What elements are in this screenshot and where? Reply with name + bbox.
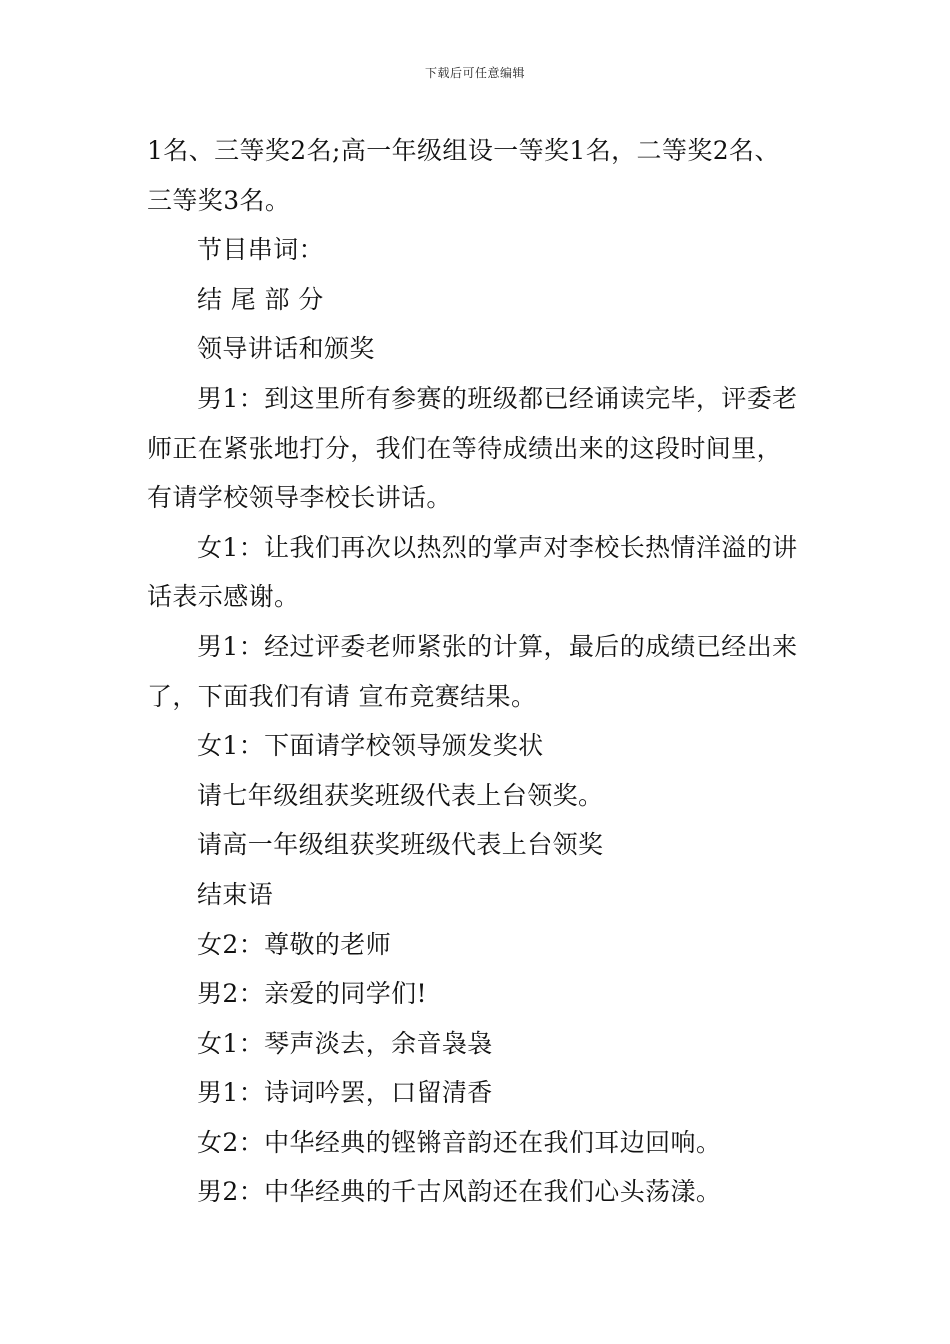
subsection-heading: 领导讲话和颁奖 [197, 334, 375, 364]
body-line: 女2：尊敬的老师 [197, 929, 392, 959]
body-line: 男1：诗词吟罢，口留清香 [197, 1078, 493, 1108]
body-line: 男1：经过评委老师紧张的计算，最后的成绩已经出来 [197, 631, 798, 661]
body-line: 三等奖3名。 [147, 185, 291, 215]
document-body [147, 126, 815, 1217]
body-line: 话表示感谢。 [147, 582, 300, 612]
body-line: 男2：中华经典的千古风韵还在我们心头荡漾。 [197, 1177, 722, 1207]
body-line: 女1：让我们再次以热烈的掌声对李校长热情洋溢的讲 [197, 532, 798, 562]
section-heading: 结 尾 部 分 [197, 284, 324, 314]
subsection-heading: 结束语 [197, 879, 274, 909]
body-line: 了，下面我们有请 宣布竞赛结果。 [147, 681, 537, 711]
body-line: 请七年级组获奖班级代表上台领奖。 [197, 780, 604, 810]
body-line: 男2：亲爱的同学们! [197, 979, 427, 1009]
body-line: 有请学校领导李校长讲话。 [147, 483, 452, 513]
body-line: 男1：到这里所有参赛的班级都已经诵读完毕，评委老 [197, 383, 798, 413]
body-line: 女1：下面请学校领导颁发奖状 [197, 731, 544, 761]
body-line: 请高一年级组获奖班级代表上台领奖 [197, 830, 604, 860]
body-line: 女1：琴声淡去，余音袅袅 [197, 1028, 493, 1058]
body-line: 师正在紧张地打分，我们在等待成绩出来的这段时间里， [147, 433, 783, 463]
body-line: 女2：中华经典的铿锵音韵还在我们耳边回响。 [197, 1127, 722, 1157]
section-label: 节目串词： [197, 235, 325, 265]
body-line: 1名、三等奖2名;高一年级组设一等奖1名，二等奖2名、 [147, 136, 780, 165]
header-note: 下载后可任意编辑 [424, 66, 525, 80]
